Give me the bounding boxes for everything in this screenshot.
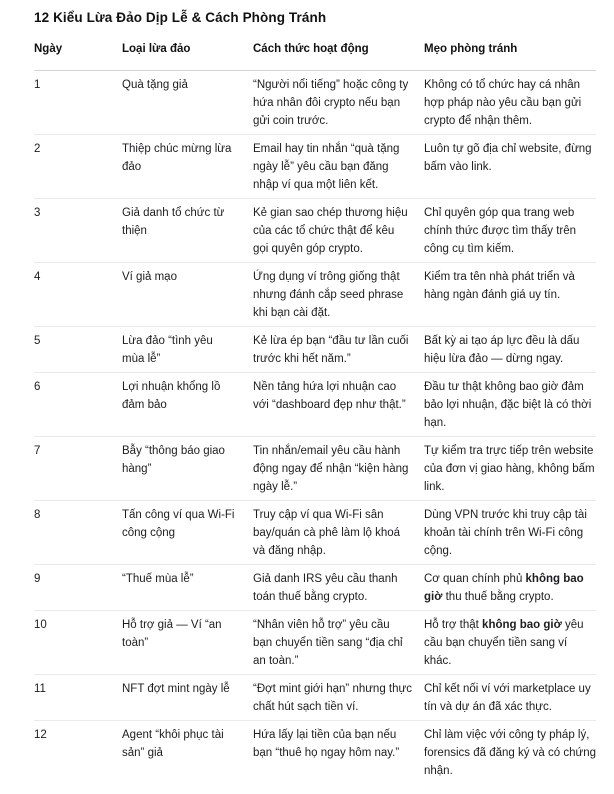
cell-day: 2 [34, 135, 122, 199]
cell-tip: Tự kiểm tra trực tiếp trên website của đơn vị giao hàng, không bấm link. [424, 437, 596, 501]
table-row [34, 501, 596, 565]
table-body [34, 71, 596, 785]
cell-tip: Đầu tư thật không bao giờ đảm bảo lợi nhuận, đặc biệt là có thời hạn. [424, 373, 596, 437]
table-row [34, 611, 596, 675]
cell-tip: Cơ quan chính phủ không bao giờ thu thuế bằng crypto. [424, 565, 596, 611]
cell-day: 4 [34, 263, 122, 327]
cell-type: Lợi nhuận khổng lồ đảm bảo [122, 373, 253, 437]
cell-how: Ứng dụng ví trông giống thật nhưng đánh cắp seed phrase khi bạn cài đặt. [253, 263, 424, 327]
table-row [34, 437, 596, 501]
cell-type: “Thuế mùa lễ” [122, 565, 253, 611]
cell-type: Ví giả mạo [122, 263, 253, 327]
cell-day: 8 [34, 501, 122, 565]
cell-type: Thiệp chúc mừng lừa đảo [122, 135, 253, 199]
column-header-how: Cách thức hoạt động [253, 38, 424, 71]
column-header-type: Loại lừa đảo [122, 38, 253, 71]
table-row [34, 675, 596, 721]
table-row [34, 135, 596, 199]
cell-day: 5 [34, 327, 122, 373]
cell-tip: Chỉ quyên góp qua trang web chính thức được tìm thấy trên công cụ tìm kiếm. [424, 199, 596, 263]
cell-day: 7 [34, 437, 122, 501]
cell-how: Hứa lấy lại tiền của bạn nếu bạn “thuê họ ngay hôm nay.” [253, 729, 400, 759]
cell-day: 10 [34, 611, 122, 675]
scam-table [34, 38, 596, 784]
cell-type: Tấn công ví qua Wi-Fi công cộng [122, 501, 253, 565]
cell-how: Kẻ gian sao chép thương hiệu của các tổ chức thật để kêu gọi quyên góp crypto. [253, 199, 424, 263]
cell-tip: Bất kỳ ai tạo áp lực đều là dấu hiệu lừa đảo — dừng ngay. [424, 327, 596, 373]
cell-day: 11 [34, 675, 122, 721]
cell-how: Truy cập ví qua Wi-Fi sân bay/quán cà phê làm lộ khoá và đăng nhập. [253, 501, 424, 565]
column-header-tip: Mẹo phòng tránh [424, 38, 596, 71]
cell-how: “Người nổi tiếng” hoặc công ty hứa nhân đôi crypto nếu bạn gửi coin trước. [253, 71, 424, 135]
cell-how: Email hay tin nhắn “quà tặng ngày lễ” yêu cầu bạn đăng nhập ví qua một liên kết. [253, 135, 424, 199]
cell-how: “Đợt mint giới hạn” nhưng thực chất hút sạch tiền ví. [253, 675, 424, 721]
column-header-day: Ngày [34, 38, 122, 71]
cell-tip: Chỉ làm việc với công ty pháp lý, forensics đã đăng ký và có chứng nhận. [424, 729, 596, 777]
cell-type: Giả danh tổ chức từ thiện [122, 199, 253, 263]
cell-type: Lừa đảo “tình yêu mùa lễ” [122, 327, 253, 373]
cell-type: Quà tặng giả [122, 71, 253, 135]
page-title: 12 Kiểu Lừa Đảo Dịp Lễ & Cách Phòng Tránh [34, 10, 327, 25]
cell-how: Nền tảng hứa lợi nhuận cao với “dashboard đẹp như thật.” [253, 373, 424, 437]
cell-type: Agent “khôi phục tài sản” giả [122, 729, 224, 759]
cell-tip: Dùng VPN trước khi truy cập tài khoản tài chính trên Wi-Fi công cộng. [424, 501, 596, 565]
cell-day: 3 [34, 199, 122, 263]
cell-day: 12 [34, 729, 47, 741]
cell-tip: Chỉ kết nối ví với marketplace uy tín và dự án đã xác thực. [424, 675, 596, 721]
table-header [34, 38, 596, 71]
cell-tip: Hỗ trợ thật không bao giờ yêu cầu bạn chuyển tiền sang ví khác. [424, 611, 596, 675]
table-row [34, 199, 596, 263]
table-row [34, 373, 596, 437]
cell-type: Hỗ trợ giả — Ví “an toàn” [122, 611, 253, 675]
cell-type: Bẫy “thông báo giao hàng” [122, 437, 253, 501]
table-row [34, 263, 596, 327]
cell-tip: Kiểm tra tên nhà phát triển và hàng ngàn đánh giá uy tín. [424, 263, 596, 327]
table-row [34, 721, 596, 785]
cell-day: 1 [34, 71, 122, 135]
cell-day: 6 [34, 373, 122, 437]
cell-day: 9 [34, 565, 122, 611]
cell-how: Kẻ lừa ép bạn “đầu tư lần cuối trước khi hết năm.” [253, 327, 424, 373]
cell-how: Tin nhắn/email yêu cầu hành động ngay để nhận “kiện hàng ngày lễ.” [253, 437, 424, 501]
table-row [34, 327, 596, 373]
table-row [34, 71, 596, 135]
cell-how: Giả danh IRS yêu cầu thanh toán thuế bằng crypto. [253, 565, 424, 611]
cell-tip: Luôn tự gõ địa chỉ website, đừng bấm vào link. [424, 135, 596, 199]
cell-type: NFT đợt mint ngày lễ [122, 675, 253, 721]
cell-tip: Không có tổ chức hay cá nhân hợp pháp nào yêu cầu bạn gửi crypto để nhận thêm. [424, 71, 596, 135]
table-header-row [34, 38, 596, 71]
table-row [34, 565, 596, 611]
cell-how: “Nhân viên hỗ trợ” yêu cầu bạn chuyển tiền sang “địa chỉ an toàn.” [253, 611, 424, 675]
